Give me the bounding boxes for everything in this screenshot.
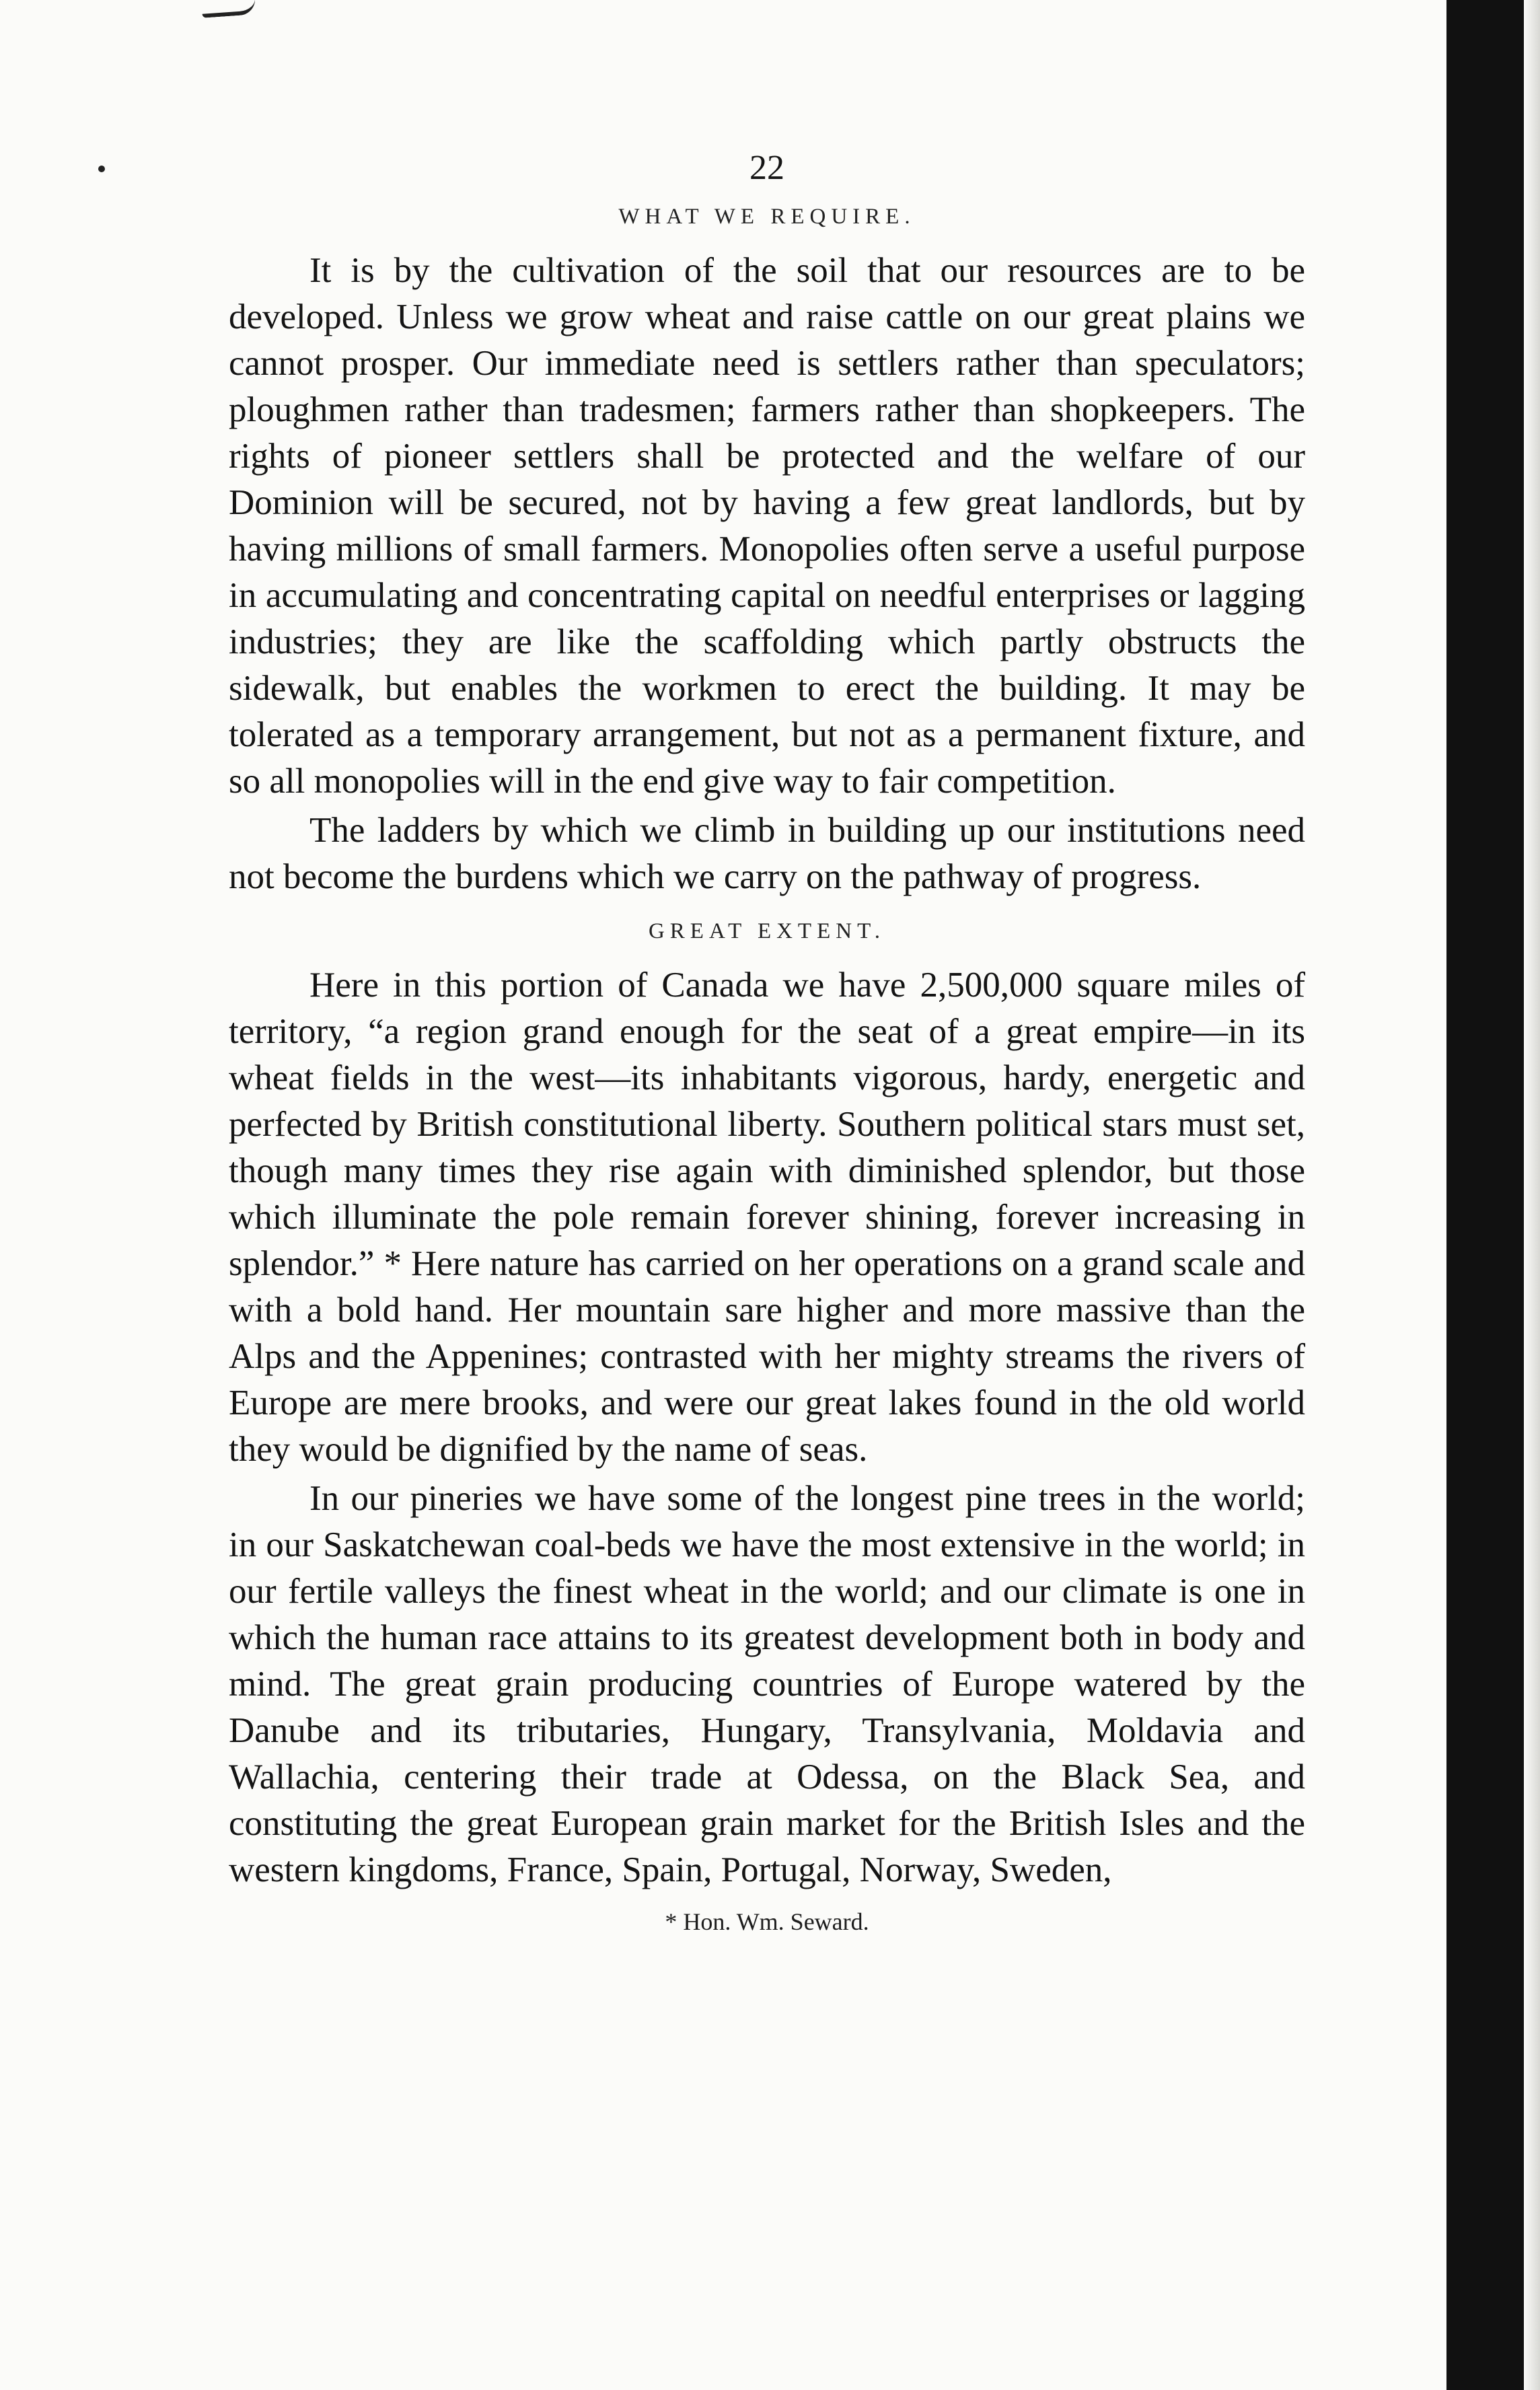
- paragraph: Here in this portion of Canada we have 2,500,000 square miles of territory, “a region grand enough for the seat of a great empire—in its wheat fields in the west—its inhabitants vigorous, hardy, energetic and perfected by British constitutional liberty. Southern political stars must set, though many times they rise again with diminished splendor, but those which illuminate the pole remain forever shining, forever increasing in splendor.” * Here nature has carried on her operations on a grand scale and with a bold hand. Her mountain sare higher and more massive than the Alps and the Appenines; contrasted with her mighty streams the rivers of Europe are mere brooks, and were our great lakes found in the old world they would be dignified by the name of seas.: [229, 966, 1305, 1469]
- section-heading-great-extent: GREAT EXTENT.: [648, 919, 886, 943]
- page-number: 22: [749, 149, 784, 187]
- paragraph: The ladders by which we climb in building up our institutions need not become the burdens which we carry on the pathway of progress.: [229, 811, 1305, 896]
- paragraph: In our pineries we have some of the longest pine trees in the world; in our Saskatchewan coal-beds we have the most extensive in the world; in our fertile valleys the finest wheat in the world; and our climate is one in which the human race attains to its greatest development both in body and mind. The great grain producing countries of Europe watered by the Danube and its tributaries, Hungary, Transylvania, Moldavia and Wallachia, centering their trade at Odessa, on the Black Sea, and constituting the great European grain market for the British Isles and the western kingdoms, France, Spain, Portugal, Norway, Sweden,: [229, 1479, 1305, 1889]
- spacer: [229, 900, 1305, 912]
- scan-dot: [98, 166, 105, 172]
- scan-mark: [201, 0, 256, 18]
- page-edge: [1524, 0, 1540, 2390]
- paragraph: It is by the cultivation of the soil that our resources are to be developed. Unless we grow wheat and raise cattle on our great plains we cannot prosper. Our immediate need is settlers rather than speculators; ploughmen rather than tradesmen; farmers rather than shopkeepers. The rights of pioneer settlers shall be protected and the welfare of our Dominion will be secured, not by having a few great landlords, but by having millions of small farmers. Monopolies often serve a useful purpose in accumulating and concentrating capital on needful enterprises or lagging industries; they are like the scaffolding which partly obstructs the sidewalk, but enables the workmen to erect the building. It may be tolerated as a temporary arrangement, but not as a permanent fixture, and so all monopolies will in the end give way to fair competition.: [229, 251, 1305, 801]
- footnote: * Hon. Wm. Seward.: [665, 1908, 869, 1935]
- page-text: [229, 148, 1305, 1938]
- section-heading-what-we-require: WHAT WE REQUIRE.: [618, 205, 916, 229]
